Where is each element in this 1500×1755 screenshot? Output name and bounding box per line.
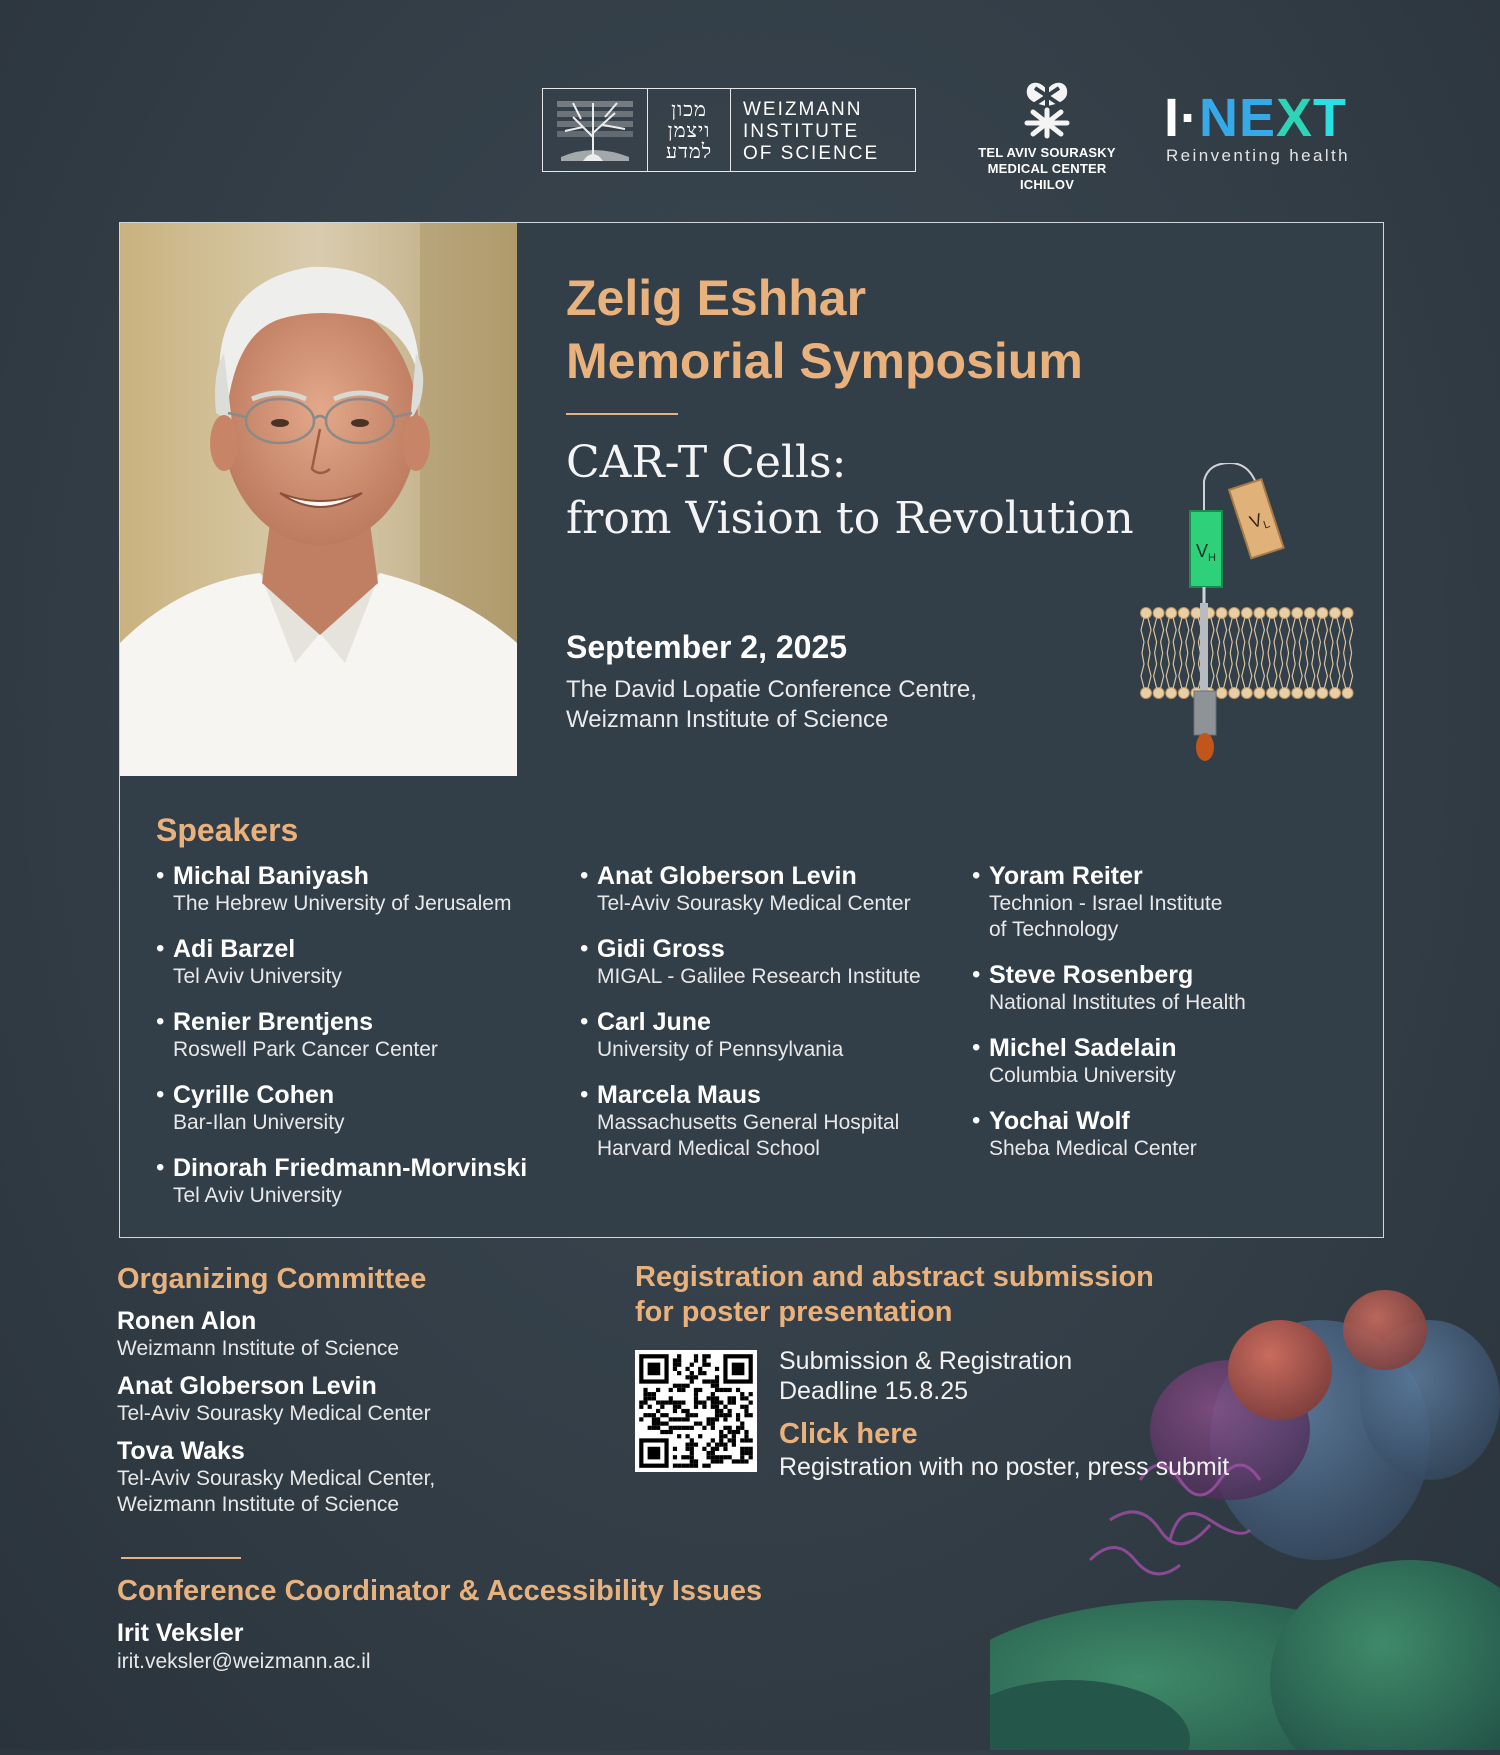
svg-text:VL: $V_L$ (1247, 509, 1272, 533)
lipid-tail (1280, 618, 1290, 653)
lipid-tail (1330, 618, 1340, 653)
lipid-head (1292, 608, 1303, 619)
event-title: Zelig Eshhar Memorial Symposium (566, 270, 1083, 389)
lipid-head (1330, 608, 1341, 619)
lipid-tail (1166, 618, 1176, 653)
organizing-heading: Organizing Committee (117, 1263, 427, 1295)
lipid-head (1229, 608, 1240, 619)
weizmann-wordmark: WEIZMANN INSTITUTE OF SCIENCE (743, 99, 880, 164)
event-subtitle: CAR-T Cells: from Vision to Revolution (566, 437, 1134, 544)
logo-bar (0, 88, 1500, 198)
lipid-head (1279, 688, 1290, 699)
lipid-tail (1330, 653, 1340, 688)
lipid-head (1166, 688, 1177, 699)
lipid-tail (1305, 653, 1315, 688)
event-header-card (119, 222, 1384, 777)
lipid-head (1166, 608, 1177, 619)
lipid-tail (1179, 618, 1189, 653)
svg-text:VH: $V_H$ (1196, 541, 1216, 564)
deadline-label: Deadline 15.8.25 (779, 1377, 969, 1405)
speaker-item: • Adi Barzel Tel Aviv University (156, 935, 342, 988)
speaker-item: • Carl June University of Pennsylvania (580, 1008, 844, 1061)
event-date: September 2, 2025 (566, 629, 848, 665)
lipid-tail (1141, 618, 1151, 653)
lipid-head (1178, 688, 1189, 699)
lipid-head (1342, 608, 1353, 619)
lipid-head (1141, 608, 1152, 619)
lipid-tail (1166, 653, 1176, 688)
lipid-tail (1191, 618, 1201, 653)
speaker-item: • Yochai Wolf Sheba Medical Center (972, 1107, 1197, 1160)
lipid-head (1153, 688, 1164, 699)
speakers-panel (119, 776, 1384, 1238)
lipid-head (1267, 608, 1278, 619)
registration-section (635, 1260, 1255, 1481)
registration-info (779, 1346, 1229, 1482)
lipid-head (1241, 688, 1252, 699)
lipid-tail (1191, 653, 1201, 688)
lipid-tail (1305, 618, 1315, 653)
lipid-tail (1267, 618, 1277, 653)
lipid-head (1229, 688, 1240, 699)
lipid-head (1304, 608, 1315, 619)
lipid-tail (1229, 618, 1239, 653)
weizmann-hebrew-text: מכון ויצמן למדע (648, 89, 731, 171)
lipid-tail (1254, 653, 1264, 688)
coordinator-divider (121, 1557, 241, 1559)
lipid-tail (1217, 618, 1227, 653)
lipid-tail (1254, 618, 1264, 653)
lipid-tail (1179, 653, 1189, 688)
title-divider (566, 413, 678, 415)
inext-wordmark: I·NEXT (1164, 88, 1348, 148)
speakers-column-1 (156, 862, 527, 1227)
speaker-item: • Steve Rosenberg National Institutes of Health (972, 961, 1246, 1014)
lipid-tail (1317, 653, 1327, 688)
registration-note: Registration with no poster, press submit (779, 1453, 1230, 1481)
coordinator-section (117, 1574, 762, 1675)
tree-icon (543, 89, 648, 171)
lipid-tail (1343, 653, 1353, 688)
event-venue: The David Lopatie Conference Centre, Weizmann Institute of Science (566, 676, 977, 733)
committee-member: Anat Globerson Levin Tel-Aviv Sourasky Medical Center (117, 1372, 431, 1425)
speaker-item: • Michel Sadelain Columbia University (972, 1034, 1177, 1087)
inext-tagline: Reinventing health (1166, 146, 1351, 165)
coordinator-name: Irit Veksler (117, 1619, 244, 1647)
speaker-item: • Yoram Reiter Technion - Israel Institute of Technology (972, 862, 1223, 941)
lipid-head (1216, 688, 1227, 699)
lipid-tail (1229, 653, 1239, 688)
lipid-head (1330, 688, 1341, 699)
organizing-committee (117, 1262, 637, 1518)
coordinator-heading: Conference Coordinator & Accessibility Issues (117, 1575, 763, 1607)
lipid-head (1254, 688, 1265, 699)
lipid-head (1254, 608, 1265, 619)
speaker-item: • Anat Globerson Levin Tel-Aviv Sourasky Medical Center (580, 862, 911, 915)
inext-logo[interactable] (1164, 90, 1384, 166)
lipid-head (1304, 688, 1315, 699)
lipid-tail (1292, 653, 1302, 688)
committee-member: Tova Waks Tel-Aviv Sourasky Medical Center, Weizmann Institute of Science (117, 1437, 436, 1516)
speaker-item: • Dinorah Friedmann-Morvinski Tel Aviv University (156, 1154, 528, 1207)
lipid-head (1216, 608, 1227, 619)
lipid-tail (1154, 618, 1164, 653)
lipid-tail (1343, 618, 1353, 653)
lipid-head (1241, 608, 1252, 619)
registration-heading: Registration and abstract submission for poster presentation (635, 1261, 1154, 1328)
lipid-head (1342, 688, 1353, 699)
ichilov-emblem-icon (1015, 76, 1079, 140)
lipid-tail (1141, 653, 1151, 688)
lipid-tail (1267, 653, 1277, 688)
lipid-tail (1217, 653, 1227, 688)
ichilov-text: TEL AVIV SOURASKY MEDICAL CENTER ICHILOV (978, 145, 1116, 192)
lipid-head (1279, 608, 1290, 619)
lipid-tail (1242, 653, 1252, 688)
lipid-tail (1317, 618, 1327, 653)
lipid-head (1141, 688, 1152, 699)
lipid-head (1153, 608, 1164, 619)
lipid-tail (1280, 653, 1290, 688)
car-t-receptor-diagram (1138, 463, 1368, 763)
lipid-bilayer (1141, 608, 1354, 699)
lipid-tail (1292, 618, 1302, 653)
speaker-item: • Michal Baniyash The Hebrew University of Jerusalem (156, 862, 512, 915)
lipid-tail (1154, 653, 1164, 688)
lipid-head (1267, 688, 1278, 699)
portrait-photo (120, 223, 517, 776)
speaker-item: • Renier Brentjens Roswell Park Cancer Center (156, 1008, 438, 1061)
speaker-item: • Marcela Maus Massachusetts General Hospital Harvard Medical School (580, 1081, 900, 1160)
lipid-head (1292, 688, 1303, 699)
speaker-item: • Gidi Gross MIGAL - Galilee Research Institute (580, 935, 921, 988)
click-here-link[interactable]: Click here (779, 1418, 918, 1450)
speakers-column-3 (972, 862, 1246, 1180)
speakers-column-2 (580, 862, 921, 1180)
qr-code[interactable] (635, 1350, 757, 1472)
lipid-head (1317, 608, 1328, 619)
submission-label: Submission & Registration (779, 1347, 1073, 1375)
coordinator-email[interactable]: irit.veksler@weizmann.ac.il (117, 1650, 371, 1673)
lipid-head (1317, 688, 1328, 699)
speaker-item: • Cyrille Cohen Bar-Ilan University (156, 1081, 345, 1134)
lipid-tail (1242, 618, 1252, 653)
speakers-heading: Speakers (156, 812, 299, 848)
ichilov-logo[interactable] (972, 76, 1122, 193)
committee-member: Ronen Alon Weizmann Institute of Science (117, 1307, 400, 1360)
weizmann-logo[interactable] (542, 88, 916, 172)
lipid-head (1178, 608, 1189, 619)
